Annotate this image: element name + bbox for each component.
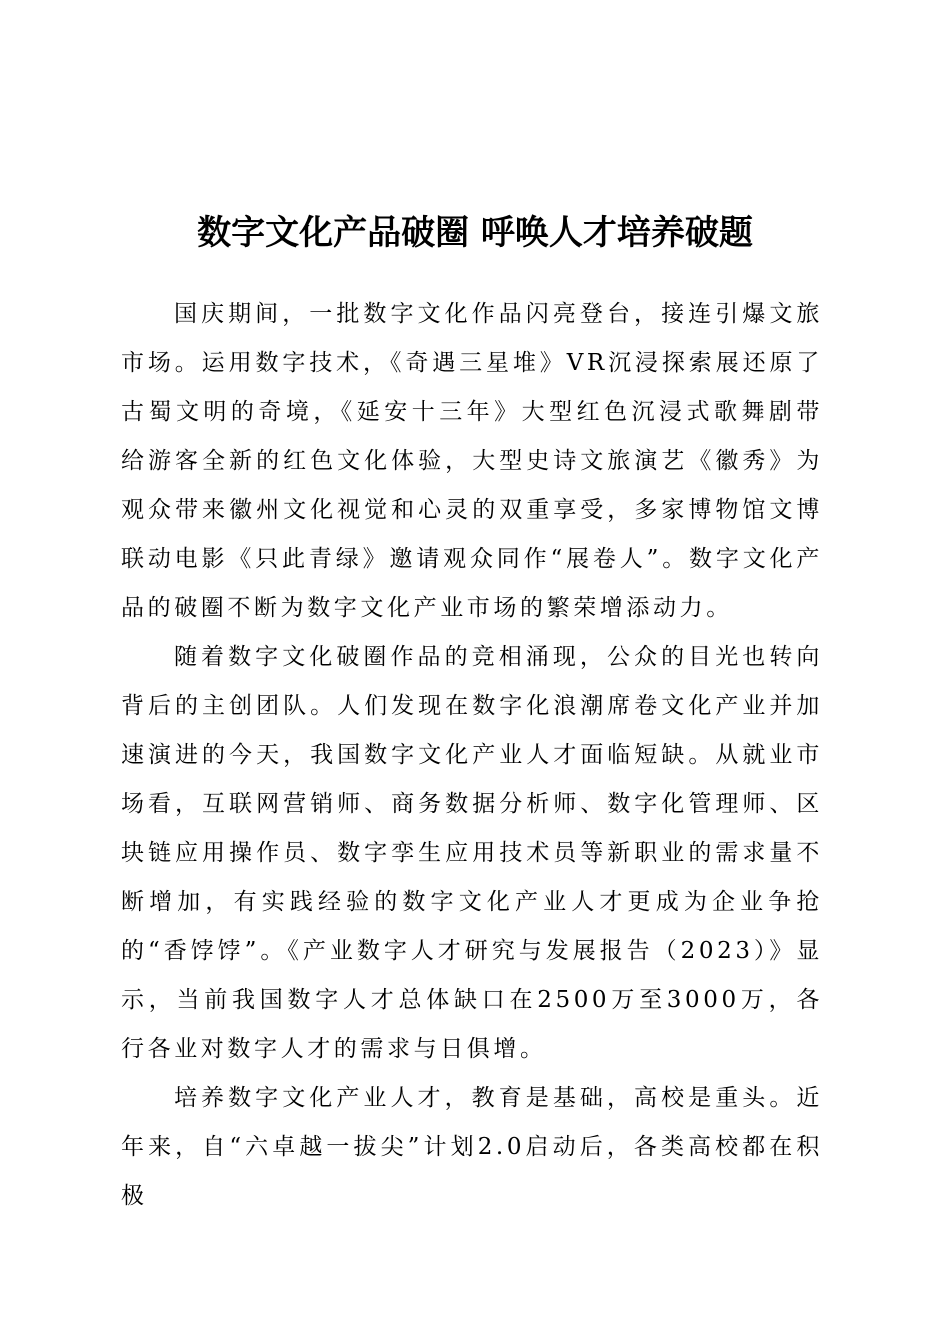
paragraph-2: 随着数字文化破圈作品的竞相涌现，公众的目光也转向背后的主创团队。人们发现在数字化浪潮席卷文化产业并加速演进的今天，我国数字文化产业人才面临短缺。从就业市场看，互联网营销师、商务数据分析师、数字化管理师、区块链应用操作员、数字孪生应用技术员等新职业的需求量不断增加，有实践经验的数字文化产业人才更成为企业争抢的“香饽饽”。《产业数字人才研究与发展报告（2023）》显示，当前我国数字人才总体缺口在2500万至3000万，各行各业对数字人才的需求与日俱增。 — [121, 644, 823, 1062]
document-body — [121, 290, 823, 1221]
paragraph-1: 国庆期间，一批数字文化作品闪亮登台，接连引爆文旅市场。运用数字技术，《奇遇三星堆》VR沉浸探索展还原了古蜀文明的奇境，《延安十三年》大型红色沉浸式歌舞剧带给游客全新的红色文化体验，大型史诗文旅演艺《徽秀》为观众带来徽州文化视觉和心灵的双重享受，多家博物馆文博联动电影《只此青绿》邀请观众同作“展卷人”。数字文化产品的破圈不断为数字文化产业市场的繁荣增添动力。 — [121, 301, 823, 621]
paragraph-3: 培养数字文化产业人才，教育是基础，高校是重头。近年来，自“六卓越一拔尖”计划2.0启动后，各类高校都在积极 — [121, 1085, 823, 1209]
document-title: 数字文化产品破圈 呼唤人才培养破题 — [197, 212, 753, 253]
